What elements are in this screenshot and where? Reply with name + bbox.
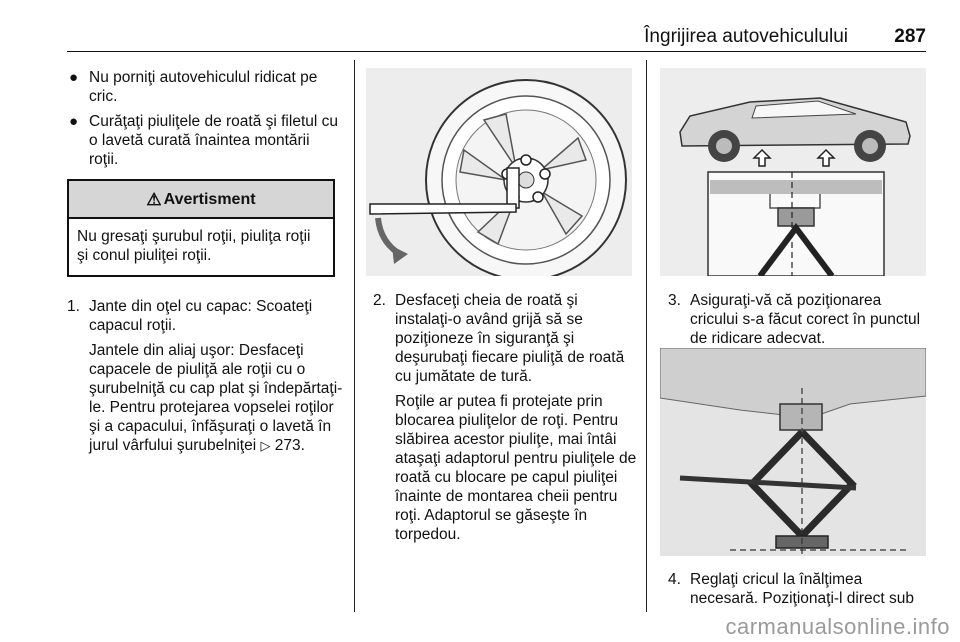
- wheel-wrench-drawing: [366, 68, 632, 276]
- warning-text: Nu gresaţi şurubul roţii, piuliţa roţii şi conul piuliţei roţii.: [77, 228, 311, 264]
- step-2: [373, 291, 639, 544]
- step-paragraph: Roţile ar putea fi protejate prin blocarea piuliţelor de roţi. Pentru slăbirea acestor piuliţe, mai întâi ataşaţi adaptorul pentru piuliţele de roată cu blocare pe capul piuliţei înainte de montarea cheii pentru roţi. Adaptorul se găseşte în torpedou.: [395, 393, 637, 543]
- step-1: [67, 297, 343, 455]
- step-text: Reglaţi cricul la înălţimea necesară. Poziţionaţi-l direct sub: [690, 571, 915, 607]
- warning-title: Avertisment: [163, 190, 256, 208]
- page-number: 287: [894, 26, 926, 47]
- warning-box: [67, 179, 335, 277]
- bullet-item: [67, 112, 343, 169]
- scissor-jack-drawing: [660, 348, 926, 556]
- step-number: 4.: [668, 571, 681, 588]
- bullet-dot: ●: [69, 69, 79, 86]
- warning-triangle-icon: ⚠: [146, 189, 162, 209]
- column-3-top: [668, 291, 930, 348]
- column-divider-left: [354, 60, 355, 612]
- step-4: [668, 570, 930, 608]
- step-paragraph: [89, 341, 343, 455]
- scissor-jack-illustration: [660, 348, 926, 556]
- step-text: Asiguraţi-vă că poziţionarea cricului s-a făcut corect în punctul de ridicare adecvat.: [690, 292, 921, 347]
- column-divider-right: [646, 60, 647, 612]
- bullet-text: Curăţaţi piuliţele de roată şi filetul cu o lavetă curată înaintea montării roţii.: [89, 113, 338, 168]
- wheel-wrench-illustration: [366, 68, 632, 276]
- bullet-dot: ●: [69, 113, 79, 130]
- column-1: [67, 68, 343, 455]
- car-jack-illustration: [660, 68, 926, 276]
- page-reference[interactable]: 273.: [274, 437, 305, 454]
- step-text: Desfaceţi cheia de roată şi instalaţi-o având grijă să se poziţioneze în siguranţă şi deşurubaţi fiecare piuliţă de roată cu jumătate de tură.: [395, 292, 625, 385]
- page-title: Îngrijirea autovehiculului: [644, 26, 848, 47]
- warning-header: [69, 181, 333, 219]
- step-3: [668, 291, 930, 348]
- step-paragraph-text: Jantele din aliaj uşor: Desfaceţi capacele de piuliţă ale roţii cu o şurubelniţă cu cap plat şi îndepărtaţi-le. Pentru protejarea vopselei roţilor şi a capacului, înfăşuraţi o lavetă în jurul vârfului şurubelniţei: [89, 342, 343, 454]
- column-3-bottom: [668, 570, 930, 608]
- step-text: Jante din oţel cu capac: Scoateţi capacul roţii.: [89, 298, 313, 334]
- column-2: [373, 291, 639, 544]
- car-jack-drawing: [660, 68, 926, 276]
- watermark: carmanualsonline.info: [725, 614, 950, 639]
- bullet-item: [67, 68, 343, 106]
- step-number: 1.: [67, 298, 80, 315]
- bullet-text: Nu porniţi autovehiculul ridicat pe cric.: [89, 69, 318, 105]
- step-number: 2.: [373, 292, 386, 309]
- step-number: 3.: [668, 292, 681, 309]
- page-reference-arrow-icon: ▷: [260, 438, 271, 453]
- page-header: [0, 0, 960, 52]
- header-rule: [67, 51, 926, 52]
